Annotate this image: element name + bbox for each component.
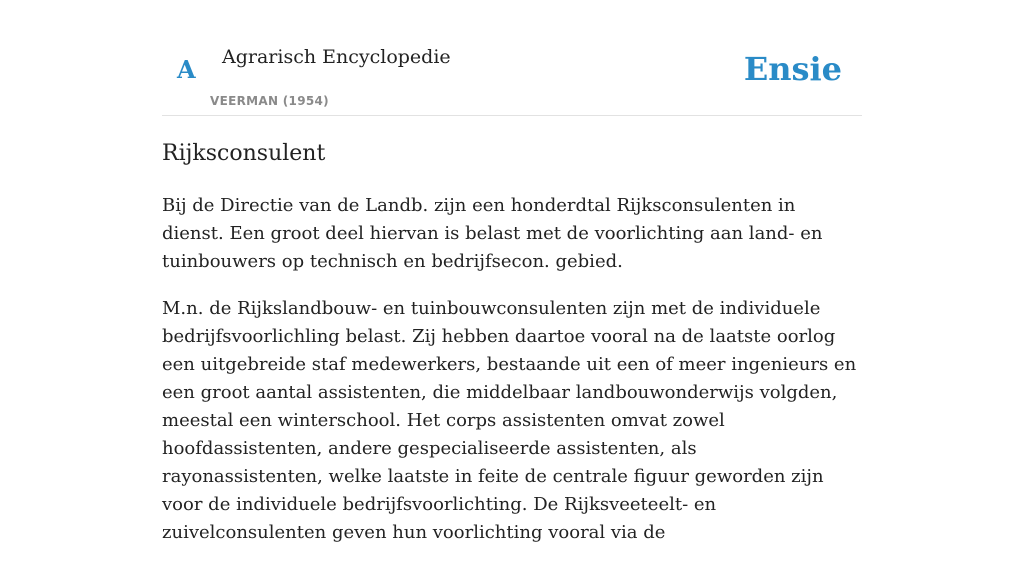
ensie-logo-link[interactable]: Ensie <box>743 50 842 88</box>
work-title-link[interactable]: Agrarisch Encyclopedie <box>222 46 451 68</box>
header <box>162 40 862 116</box>
article <box>162 138 862 566</box>
work-author: VEERMAN (1954) <box>210 94 329 108</box>
article-paragraph: M.n. de Rijkslandbouw- en tuinbouwconsulenten zijn met de individuele bedrijfsvoorlichling belast. Zij hebben daartoe vooral na de laatste oorlog een uitgebreide staf medewerkers, bestaande uit een of meer ingenieurs en een groot aantal assistenten, die middelbaar landbouwonderwijs volgden, meestal een winterschool. Het corps assistenten omvat zowel hoofdassistenten, andere gespecialiseerde assistenten, als rayonassistenten, welke laatste in feite de centrale figuur geworden zijn voor de individuele bedrijfsvoorlichting. De Rijksveeteelt- en zuivelconsulenten geven hun voorlichting vooral via de <box>162 298 857 543</box>
article-title: Rijksconsulent <box>162 141 326 166</box>
work-logo-icon[interactable]: A <box>177 55 196 84</box>
article-paragraph: Bij de Directie van de Landb. zijn een honderdtal Rijksconsulenten in dienst. Een groot deel hiervan is belast met de voorlichting aan land- en tuinbouwers op technisch en bedrijfsecon. gebied. <box>162 195 823 272</box>
